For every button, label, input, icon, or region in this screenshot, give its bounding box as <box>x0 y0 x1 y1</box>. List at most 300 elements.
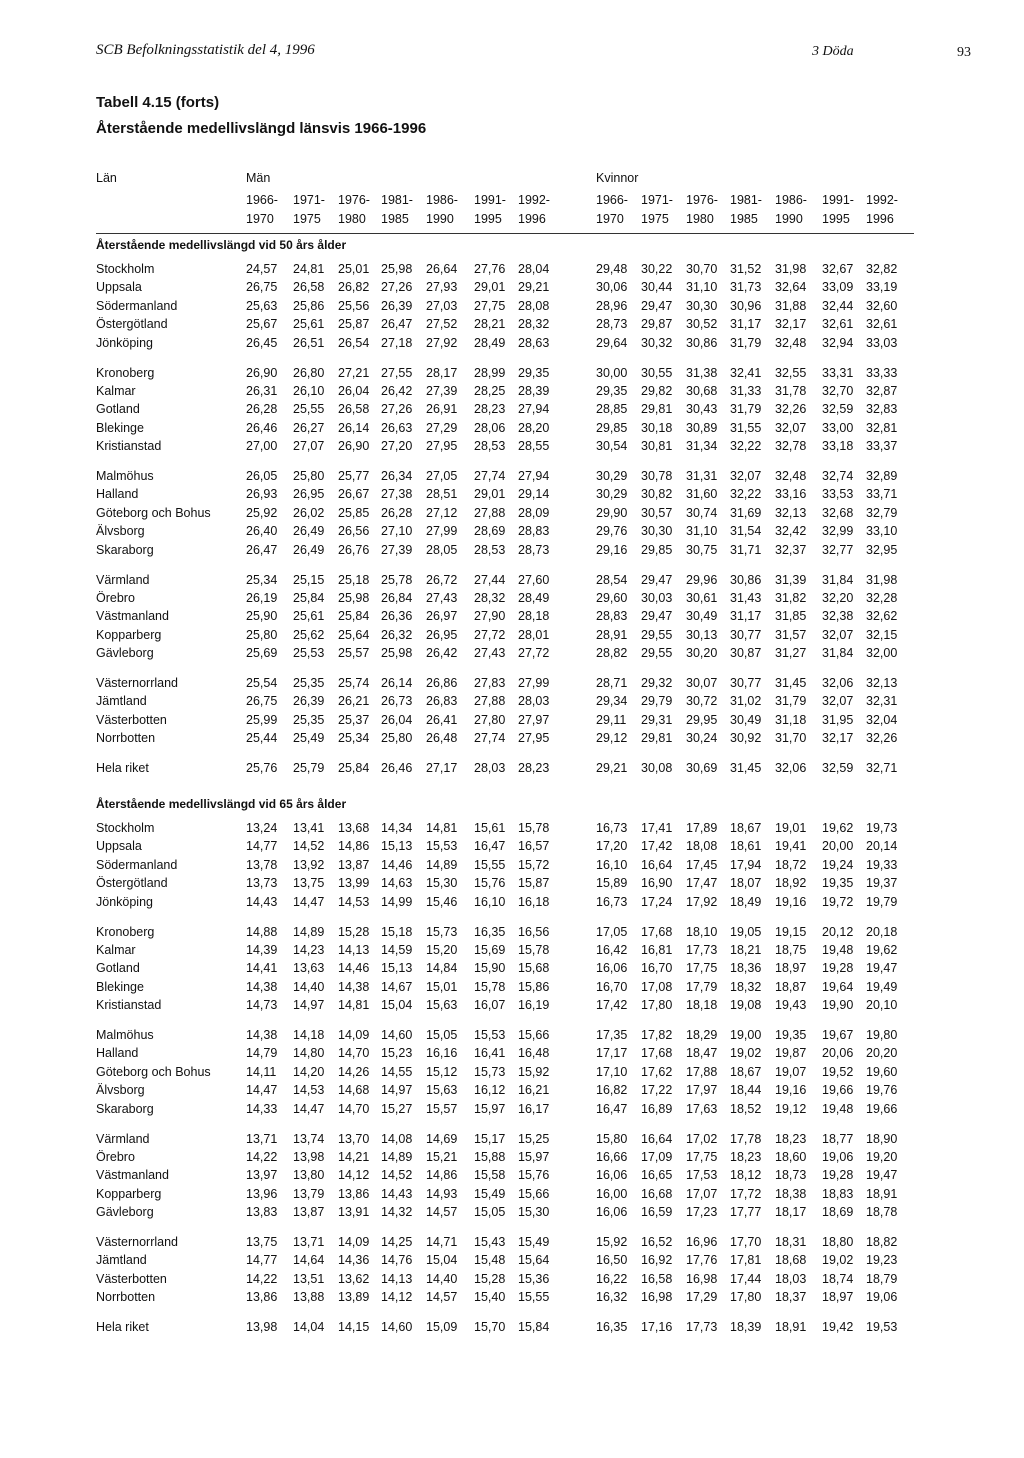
cell-men-value: 13,99 <box>338 876 370 891</box>
cell-men-value: 25,49 <box>293 731 325 746</box>
women-period-end: 1970 <box>596 212 624 226</box>
cell-women-value: 19,37 <box>866 876 898 891</box>
column-header-lan: Län <box>96 171 117 185</box>
cell-men-value: 27,39 <box>381 542 413 557</box>
cell-women-value: 18,61 <box>730 839 762 854</box>
cell-women-value: 30,77 <box>730 627 762 642</box>
cell-men-value: 29,01 <box>474 487 506 502</box>
cell-women-value: 18,38 <box>775 1186 807 1201</box>
cell-men-value: 15,76 <box>518 1168 550 1183</box>
cell-women-value: 16,58 <box>641 1271 673 1286</box>
row-label-county: Östergötland <box>96 317 168 332</box>
row-label-county: Hela riket <box>96 761 149 776</box>
table-title: Återstående medellivslängd länsvis 1966-1996 <box>96 120 427 137</box>
cell-men-value: 13,78 <box>246 857 278 872</box>
cell-women-value: 19,28 <box>822 1168 854 1183</box>
women-period-start: 1971- <box>641 193 673 207</box>
cell-women-value: 18,31 <box>775 1235 807 1249</box>
cell-women-value: 31,78 <box>775 383 807 398</box>
cell-men-value: 15,55 <box>518 1290 550 1305</box>
cell-women-value: 30,30 <box>641 524 673 539</box>
cell-men-value: 14,32 <box>381 1205 413 1220</box>
cell-men-value: 15,05 <box>474 1205 506 1220</box>
cell-men-value: 14,47 <box>293 1101 325 1116</box>
cell-women-value: 31,38 <box>686 365 718 380</box>
cell-men-value: 27,20 <box>381 439 413 454</box>
cell-women-value: 18,97 <box>775 961 807 976</box>
cell-women-value: 17,68 <box>641 1046 673 1061</box>
row-label-county: Jämtland <box>96 694 147 709</box>
cell-men-value: 14,89 <box>426 857 458 872</box>
cell-women-value: 30,13 <box>686 627 718 642</box>
cell-women-value: 32,48 <box>775 335 807 350</box>
cell-women-value: 19,76 <box>866 1083 898 1098</box>
cell-men-value: 25,53 <box>293 646 325 661</box>
row-label-county: Västmanland <box>96 609 169 624</box>
cell-women-value: 31,70 <box>775 731 807 746</box>
cell-women-value: 19,24 <box>822 857 854 872</box>
cell-women-value: 30,49 <box>686 609 718 624</box>
cell-men-value: 26,04 <box>381 712 413 727</box>
cell-men-value: 27,38 <box>381 487 413 502</box>
cell-women-value: 18,73 <box>775 1168 807 1183</box>
cell-men-value: 27,94 <box>518 469 550 483</box>
cell-men-value: 27,88 <box>474 694 506 709</box>
cell-women-value: 16,82 <box>596 1083 628 1098</box>
cell-women-value: 17,35 <box>596 1028 628 1042</box>
cell-men-value: 14,20 <box>293 1064 325 1079</box>
cell-men-value: 15,53 <box>426 839 458 854</box>
row-label-county: Kalmar <box>96 383 136 398</box>
cell-women-value: 19,62 <box>822 821 854 835</box>
cell-women-value: 31,34 <box>686 439 718 454</box>
men-period-start: 1976- <box>338 193 370 207</box>
cell-men-value: 27,43 <box>474 646 506 661</box>
cell-women-value: 32,26 <box>866 731 898 746</box>
cell-men-value: 25,74 <box>338 676 370 690</box>
cell-women-value: 31,98 <box>866 572 898 587</box>
cell-men-value: 26,90 <box>338 439 370 454</box>
women-period-start: 1991- <box>822 193 854 207</box>
cell-women-value: 30,61 <box>686 590 718 605</box>
cell-women-value: 30,55 <box>641 365 673 380</box>
cell-men-value: 28,18 <box>518 609 550 624</box>
cell-men-value: 15,01 <box>426 979 458 994</box>
cell-men-value: 14,09 <box>338 1028 370 1042</box>
row-label-county: Uppsala <box>96 280 142 295</box>
cell-men-value: 28,69 <box>474 524 506 539</box>
cell-men-value: 13,98 <box>293 1149 325 1164</box>
cell-women-value: 18,39 <box>730 1320 762 1335</box>
cell-men-value: 15,87 <box>518 876 550 891</box>
row-label-county: Stockholm <box>96 821 155 835</box>
cell-women-value: 17,53 <box>686 1168 718 1183</box>
cell-men-value: 14,23 <box>293 942 325 957</box>
cell-men-value: 26,04 <box>338 383 370 398</box>
row-label-county: Västmanland <box>96 1168 169 1183</box>
cell-men-value: 15,92 <box>518 1064 550 1079</box>
cell-men-value: 13,89 <box>338 1290 370 1305</box>
cell-women-value: 17,29 <box>686 1290 718 1305</box>
cell-men-value: 27,10 <box>381 524 413 539</box>
cell-women-value: 31,79 <box>730 402 762 417</box>
cell-men-value: 26,47 <box>381 317 413 332</box>
cell-women-value: 17,73 <box>686 1320 718 1335</box>
cell-men-value: 27,39 <box>426 383 458 398</box>
header-rule <box>96 233 914 234</box>
cell-men-value: 28,32 <box>474 590 506 605</box>
cell-men-value: 16,10 <box>474 894 506 909</box>
cell-women-value: 32,82 <box>866 262 898 276</box>
cell-women-value: 19,47 <box>866 961 898 976</box>
cell-women-value: 31,79 <box>730 335 762 350</box>
cell-men-value: 25,98 <box>338 590 370 605</box>
cell-men-value: 25,01 <box>338 262 370 276</box>
cell-women-value: 31,10 <box>686 524 718 539</box>
cell-women-value: 33,71 <box>866 487 898 502</box>
cell-men-value: 26,82 <box>338 280 370 295</box>
cell-women-value: 29,90 <box>596 505 628 520</box>
row-label-county: Stockholm <box>96 262 155 276</box>
cell-men-value: 14,79 <box>246 1046 278 1061</box>
cell-men-value: 27,05 <box>426 469 458 483</box>
cell-women-value: 32,71 <box>866 761 898 776</box>
cell-women-value: 17,82 <box>641 1028 673 1042</box>
cell-men-value: 27,72 <box>518 646 550 661</box>
cell-men-value: 28,01 <box>518 627 550 642</box>
cell-women-value: 32,17 <box>822 731 854 746</box>
cell-men-value: 25,77 <box>338 469 370 483</box>
cell-women-value: 29,47 <box>641 609 673 624</box>
row-label-county: Halland <box>96 487 139 502</box>
cell-women-value: 19,48 <box>822 1101 854 1116</box>
cell-women-value: 16,92 <box>641 1253 673 1268</box>
cell-men-value: 26,48 <box>426 731 458 746</box>
cell-women-value: 33,37 <box>866 439 898 454</box>
cell-men-value: 26,31 <box>246 383 278 398</box>
cell-men-value: 27,12 <box>426 505 458 520</box>
cell-men-value: 15,18 <box>381 924 413 939</box>
cell-men-value: 26,73 <box>381 694 413 709</box>
cell-men-value: 28,55 <box>518 439 550 454</box>
cell-women-value: 17,05 <box>596 924 628 939</box>
cell-women-value: 19,67 <box>822 1028 854 1042</box>
cell-men-value: 25,80 <box>293 469 325 483</box>
cell-women-value: 17,24 <box>641 894 673 909</box>
cell-men-value: 26,67 <box>338 487 370 502</box>
women-period-end: 1995 <box>822 212 850 226</box>
cell-men-value: 26,86 <box>426 676 458 690</box>
cell-women-value: 17,22 <box>641 1083 673 1098</box>
cell-women-value: 17,41 <box>641 821 673 835</box>
cell-women-value: 28,73 <box>596 317 628 332</box>
cell-women-value: 30,69 <box>686 761 718 776</box>
cell-men-value: 13,91 <box>338 1205 370 1220</box>
men-period-end: 1995 <box>474 212 502 226</box>
cell-men-value: 14,81 <box>338 998 370 1013</box>
cell-women-value: 16,22 <box>596 1271 628 1286</box>
cell-women-value: 30,86 <box>686 335 718 350</box>
cell-men-value: 14,47 <box>246 1083 278 1098</box>
cell-women-value: 19,08 <box>730 998 762 1013</box>
cell-men-value: 13,71 <box>293 1235 325 1249</box>
cell-women-value: 29,60 <box>596 590 628 605</box>
cell-men-value: 15,68 <box>518 961 550 976</box>
cell-men-value: 27,80 <box>474 712 506 727</box>
cell-men-value: 15,46 <box>426 894 458 909</box>
cell-women-value: 29,95 <box>686 712 718 727</box>
cell-women-value: 31,98 <box>775 262 807 276</box>
cell-women-value: 29,35 <box>596 383 628 398</box>
cell-men-value: 13,88 <box>293 1290 325 1305</box>
cell-women-value: 19,28 <box>822 961 854 976</box>
cell-women-value: 30,52 <box>686 317 718 332</box>
cell-women-value: 18,68 <box>775 1253 807 1268</box>
cell-women-value: 31,39 <box>775 572 807 587</box>
cell-men-value: 28,32 <box>518 317 550 332</box>
cell-women-value: 30,06 <box>596 280 628 295</box>
cell-women-value: 18,82 <box>866 1235 898 1249</box>
cell-women-value: 30,72 <box>686 694 718 709</box>
cell-women-value: 30,29 <box>596 469 628 483</box>
table-number: Tabell 4.15 (forts) <box>96 94 220 111</box>
cell-women-value: 29,82 <box>641 383 673 398</box>
row-label-county: Göteborg och Bohus <box>96 1064 211 1079</box>
cell-men-value: 26,21 <box>338 694 370 709</box>
cell-women-value: 19,72 <box>822 894 854 909</box>
cell-women-value: 33,33 <box>866 365 898 380</box>
cell-men-value: 27,26 <box>381 280 413 295</box>
cell-women-value: 16,98 <box>686 1271 718 1286</box>
cell-men-value: 26,02 <box>293 505 325 520</box>
cell-women-value: 16,68 <box>641 1186 673 1201</box>
cell-women-value: 30,20 <box>686 646 718 661</box>
cell-men-value: 26,93 <box>246 487 278 502</box>
row-label-county: Värmland <box>96 572 150 587</box>
cell-men-value: 14,97 <box>381 1083 413 1098</box>
cell-men-value: 15,72 <box>518 857 550 872</box>
cell-men-value: 14,89 <box>381 1149 413 1164</box>
cell-women-value: 15,80 <box>596 1131 628 1146</box>
row-label-county: Kristianstad <box>96 998 162 1013</box>
cell-women-value: 18,07 <box>730 876 762 891</box>
cell-women-value: 17,89 <box>686 821 718 835</box>
cell-women-value: 17,08 <box>641 979 673 994</box>
cell-men-value: 27,26 <box>381 402 413 417</box>
cell-men-value: 13,86 <box>246 1290 278 1305</box>
cell-women-value: 17,42 <box>596 998 628 1013</box>
cell-men-value: 26,58 <box>293 280 325 295</box>
cell-women-value: 30,77 <box>730 676 762 690</box>
cell-men-value: 16,21 <box>518 1083 550 1098</box>
row-label-county: Gävleborg <box>96 1205 154 1220</box>
row-label-county: Jämtland <box>96 1253 147 1268</box>
cell-women-value: 17,44 <box>730 1271 762 1286</box>
cell-women-value: 16,32 <box>596 1290 628 1305</box>
cell-women-value: 19,16 <box>775 894 807 909</box>
cell-women-value: 18,79 <box>866 1271 898 1286</box>
cell-men-value: 15,48 <box>474 1253 506 1268</box>
cell-men-value: 25,92 <box>246 505 278 520</box>
men-period-start: 1991- <box>474 193 506 207</box>
cell-women-value: 19,33 <box>866 857 898 872</box>
cell-men-value: 28,49 <box>474 335 506 350</box>
cell-women-value: 19,01 <box>775 821 807 835</box>
cell-men-value: 25,90 <box>246 609 278 624</box>
cell-women-value: 33,18 <box>822 439 854 454</box>
cell-women-value: 19,43 <box>775 998 807 1013</box>
cell-women-value: 17,94 <box>730 857 762 872</box>
cell-women-value: 18,83 <box>822 1186 854 1201</box>
cell-women-value: 30,92 <box>730 731 762 746</box>
cell-men-value: 27,93 <box>426 280 458 295</box>
cell-men-value: 14,21 <box>338 1149 370 1164</box>
cell-women-value: 16,47 <box>596 1101 628 1116</box>
cell-men-value: 14,53 <box>338 894 370 909</box>
cell-men-value: 14,38 <box>246 1028 278 1042</box>
cell-men-value: 26,80 <box>293 365 325 380</box>
cell-women-value: 19,35 <box>822 876 854 891</box>
cell-women-value: 30,74 <box>686 505 718 520</box>
cell-women-value: 32,70 <box>822 383 854 398</box>
cell-men-value: 15,21 <box>426 1149 458 1164</box>
cell-men-value: 25,80 <box>381 731 413 746</box>
cell-women-value: 29,55 <box>641 627 673 642</box>
cell-men-value: 27,17 <box>426 761 458 776</box>
cell-men-value: 29,14 <box>518 487 550 502</box>
cell-women-value: 32,74 <box>822 469 854 483</box>
cell-women-value: 15,92 <box>596 1235 628 1249</box>
cell-women-value: 18,03 <box>775 1271 807 1286</box>
cell-men-value: 26,28 <box>381 505 413 520</box>
cell-men-value: 14,64 <box>293 1253 325 1268</box>
women-period-end: 1990 <box>775 212 803 226</box>
row-label-county: Jönköping <box>96 335 153 350</box>
cell-women-value: 18,12 <box>730 1168 762 1183</box>
cell-women-value: 30,54 <box>596 439 628 454</box>
row-label-county: Halland <box>96 1046 139 1061</box>
cell-men-value: 15,13 <box>381 839 413 854</box>
cell-women-value: 19,41 <box>775 839 807 854</box>
cell-men-value: 28,06 <box>474 420 506 435</box>
cell-men-value: 27,92 <box>426 335 458 350</box>
row-label-county: Södermanland <box>96 857 178 872</box>
row-label-county: Norrbotten <box>96 1290 156 1305</box>
cell-men-value: 28,03 <box>474 761 506 776</box>
cell-men-value: 14,39 <box>246 942 278 957</box>
cell-men-value: 14,52 <box>293 839 325 854</box>
cell-men-value: 13,73 <box>246 876 278 891</box>
cell-women-value: 16,00 <box>596 1186 628 1201</box>
cell-men-value: 15,58 <box>474 1168 506 1183</box>
cell-women-value: 33,00 <box>822 420 854 435</box>
cell-women-value: 28,83 <box>596 609 628 624</box>
cell-men-value: 15,78 <box>518 821 550 835</box>
cell-men-value: 14,12 <box>338 1168 370 1183</box>
cell-women-value: 18,49 <box>730 894 762 909</box>
cell-women-value: 31,31 <box>686 469 718 483</box>
cell-women-value: 32,60 <box>866 298 898 313</box>
cell-women-value: 33,19 <box>866 280 898 295</box>
cell-women-value: 32,99 <box>822 524 854 539</box>
cell-men-value: 15,61 <box>474 821 506 835</box>
cell-women-value: 29,81 <box>641 402 673 417</box>
cell-men-value: 26,76 <box>338 542 370 557</box>
cell-men-value: 13,96 <box>246 1186 278 1201</box>
cell-women-value: 32,79 <box>866 505 898 520</box>
cell-women-value: 18,23 <box>730 1149 762 1164</box>
row-label-county: Södermanland <box>96 298 178 313</box>
cell-women-value: 29,85 <box>641 542 673 557</box>
cell-men-value: 25,54 <box>246 676 278 690</box>
cell-women-value: 18,17 <box>775 1205 807 1220</box>
cell-men-value: 14,43 <box>246 894 278 909</box>
cell-women-value: 19,20 <box>866 1149 898 1164</box>
page-header-chapter: 3 Döda <box>812 44 854 59</box>
cell-men-value: 14,34 <box>381 821 413 835</box>
cell-men-value: 28,08 <box>518 298 550 313</box>
men-period-end: 1980 <box>338 212 366 226</box>
cell-men-value: 26,56 <box>338 524 370 539</box>
cell-women-value: 32,62 <box>866 609 898 624</box>
cell-women-value: 19,64 <box>822 979 854 994</box>
cell-men-value: 26,75 <box>246 280 278 295</box>
cell-women-value: 29,76 <box>596 524 628 539</box>
cell-women-value: 19,23 <box>866 1253 898 1268</box>
cell-women-value: 32,83 <box>866 402 898 417</box>
cell-women-value: 18,74 <box>822 1271 854 1286</box>
cell-men-value: 25,61 <box>293 317 325 332</box>
cell-women-value: 19,66 <box>866 1101 898 1116</box>
cell-women-value: 17,20 <box>596 839 628 854</box>
cell-women-value: 19,48 <box>822 942 854 957</box>
cell-men-value: 25,61 <box>293 609 325 624</box>
cell-men-value: 26,45 <box>246 335 278 350</box>
cell-men-value: 28,39 <box>518 383 550 398</box>
men-period-start: 1992- <box>518 193 550 207</box>
cell-women-value: 20,00 <box>822 839 854 854</box>
men-period-start: 1981- <box>381 193 413 207</box>
cell-men-value: 14,67 <box>381 979 413 994</box>
cell-men-value: 28,17 <box>426 365 458 380</box>
cell-women-value: 30,43 <box>686 402 718 417</box>
cell-men-value: 13,51 <box>293 1271 325 1286</box>
cell-men-value: 28,49 <box>518 590 550 605</box>
cell-men-value: 13,86 <box>338 1186 370 1201</box>
cell-women-value: 30,07 <box>686 676 718 690</box>
cell-men-value: 13,24 <box>246 821 278 835</box>
cell-men-value: 26,40 <box>246 524 278 539</box>
cell-women-value: 17,42 <box>641 839 673 854</box>
cell-women-value: 32,15 <box>866 627 898 642</box>
cell-women-value: 28,71 <box>596 676 628 690</box>
cell-women-value: 19,73 <box>866 821 898 835</box>
cell-women-value: 17,75 <box>686 961 718 976</box>
cell-women-value: 31,57 <box>775 627 807 642</box>
cell-men-value: 26,54 <box>338 335 370 350</box>
cell-women-value: 18,91 <box>775 1320 807 1335</box>
cell-women-value: 16,64 <box>641 1131 673 1146</box>
cell-men-value: 25,35 <box>293 676 325 690</box>
cell-men-value: 13,75 <box>246 1235 278 1249</box>
cell-women-value: 32,55 <box>775 365 807 380</box>
cell-women-value: 29,64 <box>596 335 628 350</box>
women-period-end: 1975 <box>641 212 669 226</box>
cell-men-value: 15,86 <box>518 979 550 994</box>
cell-women-value: 16,98 <box>641 1290 673 1305</box>
cell-women-value: 19,53 <box>866 1320 898 1335</box>
cell-women-value: 32,31 <box>866 694 898 709</box>
